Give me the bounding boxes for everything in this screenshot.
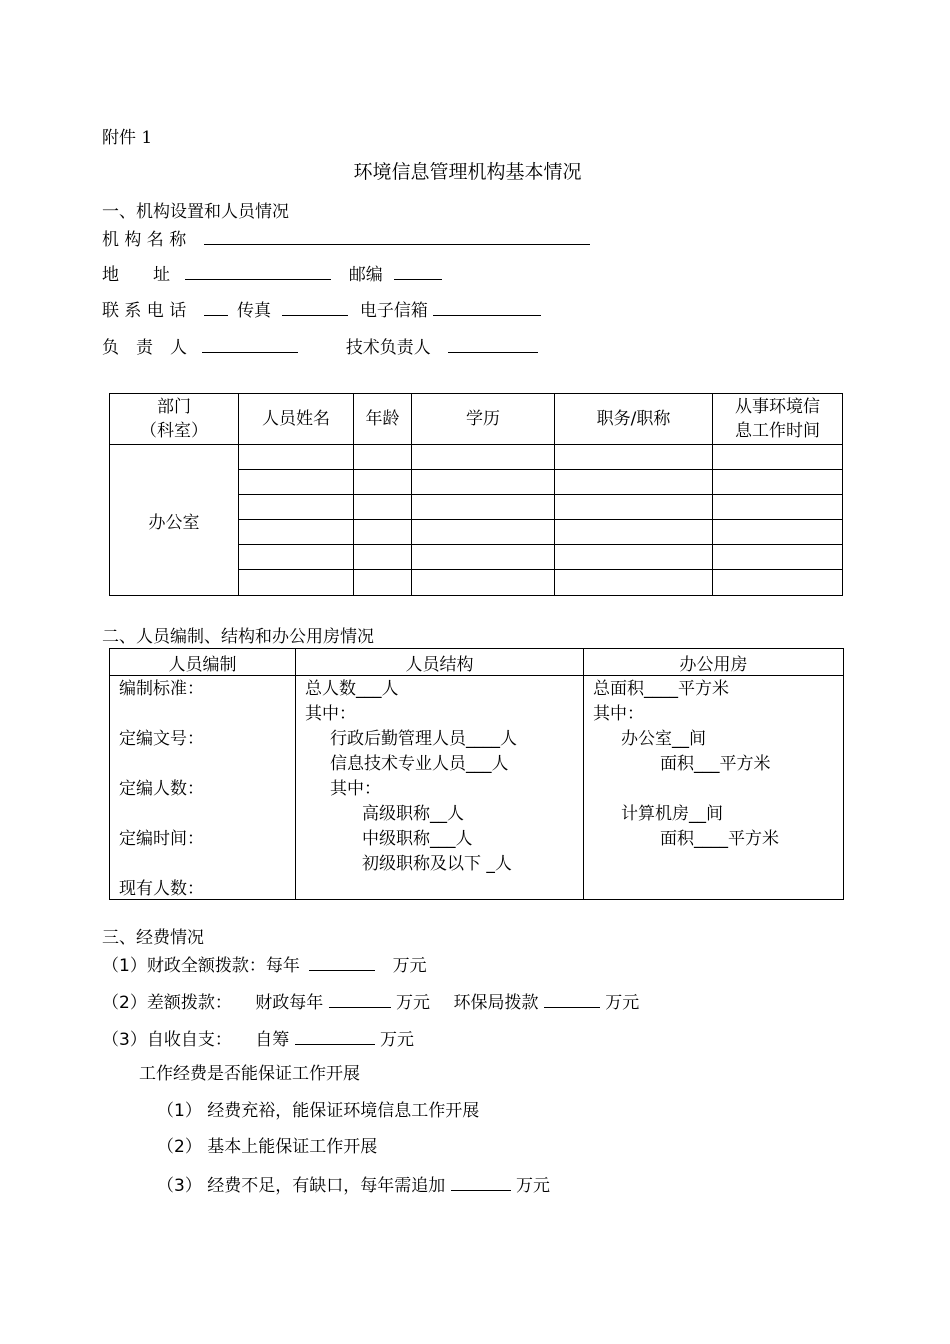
among-label-2: 其中： xyxy=(330,779,381,799)
funding-2-env-unit: 万元 xyxy=(605,993,640,1013)
funding-3-label: （3）自收自支： xyxy=(102,1030,232,1050)
dept-cell: 办公室 xyxy=(110,445,239,596)
leader-row xyxy=(102,336,538,358)
office-area: 面积___平方米 xyxy=(660,754,771,774)
funding-option-3 xyxy=(157,1174,550,1196)
server-rooms: 计算机房__间 xyxy=(621,804,723,824)
admin-staff: 行政后勤管理人员____人 xyxy=(330,729,517,749)
staffing-standard: 编制标准： xyxy=(119,679,204,699)
age-cell[interactable] xyxy=(354,495,412,520)
mid-title: 中级职称___人 xyxy=(362,829,473,849)
funding-3-self-label: 自筹 xyxy=(255,1030,290,1050)
title-cell[interactable] xyxy=(555,570,713,596)
funding-item-3 xyxy=(102,1028,414,1050)
staff-table xyxy=(109,393,843,596)
staffing-doc-no: 定编文号： xyxy=(119,729,204,749)
funding-2-env-label: 环保局拨款 xyxy=(453,993,539,1013)
funding-2-fin-label: 财政每年 xyxy=(255,993,324,1013)
funding-option-3-label: （3） 经费不足，有缺口，每年需追加 xyxy=(157,1176,446,1196)
fax-label: 传真 xyxy=(237,301,272,321)
funding-item-1 xyxy=(102,954,427,976)
funding-2-fin-field[interactable] xyxy=(329,991,391,1008)
work-time-cell[interactable] xyxy=(713,545,843,570)
current-staff: 现有人数： xyxy=(119,879,204,899)
education-cell[interactable] xyxy=(412,520,555,545)
col-title: 职务/职称 xyxy=(555,394,713,445)
col-office: 办公用房 xyxy=(584,649,844,676)
section2-heading: 二、人员编制、结构和办公用房情况 xyxy=(102,627,374,647)
junior-title: 初级职称及以下 _人 xyxy=(362,854,512,874)
address-field[interactable] xyxy=(185,263,331,280)
structure-table-header xyxy=(110,649,844,676)
office-rooms: 办公室__间 xyxy=(621,729,706,749)
it-staff: 信息技术专业人员___人 xyxy=(330,754,509,774)
name-cell[interactable] xyxy=(239,470,354,495)
funding-2-label: （2）差额拨款： xyxy=(102,993,232,1013)
among-label: 其中： xyxy=(305,704,356,724)
education-cell[interactable] xyxy=(412,495,555,520)
postcode-field[interactable] xyxy=(394,263,442,280)
col-work-time-l1: 从事环境信 xyxy=(735,397,820,417)
name-cell[interactable] xyxy=(239,495,354,520)
col-work-time xyxy=(713,394,843,445)
title-cell[interactable] xyxy=(555,495,713,520)
funding-option-1: （1） 经费充裕，能保证环境信息工作开展 xyxy=(157,1101,480,1121)
title-cell[interactable] xyxy=(555,520,713,545)
total-staff: 总人数___人 xyxy=(305,679,399,699)
structure-cell xyxy=(296,676,584,900)
age-cell[interactable] xyxy=(354,470,412,495)
address-row xyxy=(102,263,442,285)
staffing-date: 定编时间： xyxy=(119,829,204,849)
work-time-cell[interactable] xyxy=(713,495,843,520)
phone-field[interactable] xyxy=(204,299,228,316)
col-age: 年龄 xyxy=(354,394,412,445)
funding-question: 工作经费是否能保证工作开展 xyxy=(139,1064,360,1084)
col-staffing: 人员编制 xyxy=(110,649,296,676)
education-cell[interactable] xyxy=(412,570,555,596)
funding-option-3-unit: 万元 xyxy=(516,1176,551,1196)
funding-option-2: （2） 基本上能保证工作开展 xyxy=(157,1137,378,1157)
org-name-row xyxy=(102,228,590,250)
structure-table-body xyxy=(110,676,844,900)
email-label: 电子信箱 xyxy=(359,301,428,321)
phone-label: 联 系 电 话 xyxy=(102,301,187,321)
title-cell[interactable] xyxy=(555,445,713,470)
org-name-field[interactable] xyxy=(204,228,590,245)
email-field[interactable] xyxy=(433,299,541,316)
leader-label: 负 责 人 xyxy=(102,338,187,358)
table-row xyxy=(110,445,843,470)
col-name: 人员姓名 xyxy=(239,394,354,445)
address-label: 地 址 xyxy=(102,265,170,285)
office-cell xyxy=(584,676,844,900)
col-work-time-l2: 息工作时间 xyxy=(735,421,820,441)
age-cell[interactable] xyxy=(354,445,412,470)
name-cell[interactable] xyxy=(239,545,354,570)
funding-2-fin-unit: 万元 xyxy=(396,993,431,1013)
funding-1-field[interactable] xyxy=(309,954,375,971)
staffing-count: 定编人数： xyxy=(119,779,204,799)
total-area: 总面积____平方米 xyxy=(593,679,729,699)
tech-leader-field[interactable] xyxy=(448,336,538,353)
col-dept xyxy=(110,394,239,445)
funding-option-3-field[interactable] xyxy=(451,1174,511,1191)
leader-field[interactable] xyxy=(202,336,298,353)
contact-row xyxy=(102,299,541,321)
age-cell[interactable] xyxy=(354,570,412,596)
senior-title: 高级职称__人 xyxy=(362,804,464,824)
section3-heading: 三、经费情况 xyxy=(102,928,204,948)
page-title: 环境信息管理机构基本情况 xyxy=(353,161,582,183)
name-cell[interactable] xyxy=(239,520,354,545)
title-cell[interactable] xyxy=(555,470,713,495)
age-cell[interactable] xyxy=(354,520,412,545)
education-cell[interactable] xyxy=(412,545,555,570)
staffing-cell xyxy=(110,676,296,900)
structure-table xyxy=(109,648,844,900)
postcode-label: 邮编 xyxy=(348,265,383,285)
name-cell[interactable] xyxy=(239,570,354,596)
title-cell[interactable] xyxy=(555,545,713,570)
funding-3-unit: 万元 xyxy=(380,1030,415,1050)
work-time-cell[interactable] xyxy=(713,445,843,470)
org-name-label: 机 构 名 称 xyxy=(102,230,187,250)
section1-heading: 一、机构设置和人员情况 xyxy=(102,202,289,222)
fax-field[interactable] xyxy=(282,299,348,316)
work-time-cell[interactable] xyxy=(713,470,843,495)
col-structure: 人员结构 xyxy=(296,649,584,676)
office-among-label: 其中： xyxy=(593,704,644,724)
funding-3-field[interactable] xyxy=(295,1028,375,1045)
col-dept-l1: 部门 xyxy=(157,397,191,417)
education-cell[interactable] xyxy=(412,470,555,495)
funding-1-label: （1）财政全额拨款：每年 xyxy=(102,956,300,976)
work-time-cell[interactable] xyxy=(713,520,843,545)
tech-leader-label: 技术负责人 xyxy=(345,338,431,358)
server-area: 面积____平方米 xyxy=(660,829,779,849)
col-dept-l2: （科室） xyxy=(140,421,208,441)
funding-2-env-field[interactable] xyxy=(544,991,600,1008)
age-cell[interactable] xyxy=(354,545,412,570)
attachment-label: 附件 1 xyxy=(102,128,153,148)
funding-1-unit: 万元 xyxy=(392,956,427,976)
work-time-cell[interactable] xyxy=(713,570,843,596)
education-cell[interactable] xyxy=(412,445,555,470)
name-cell[interactable] xyxy=(239,445,354,470)
funding-item-2 xyxy=(102,991,639,1013)
staff-table-header xyxy=(110,394,843,445)
col-education: 学历 xyxy=(412,394,555,445)
